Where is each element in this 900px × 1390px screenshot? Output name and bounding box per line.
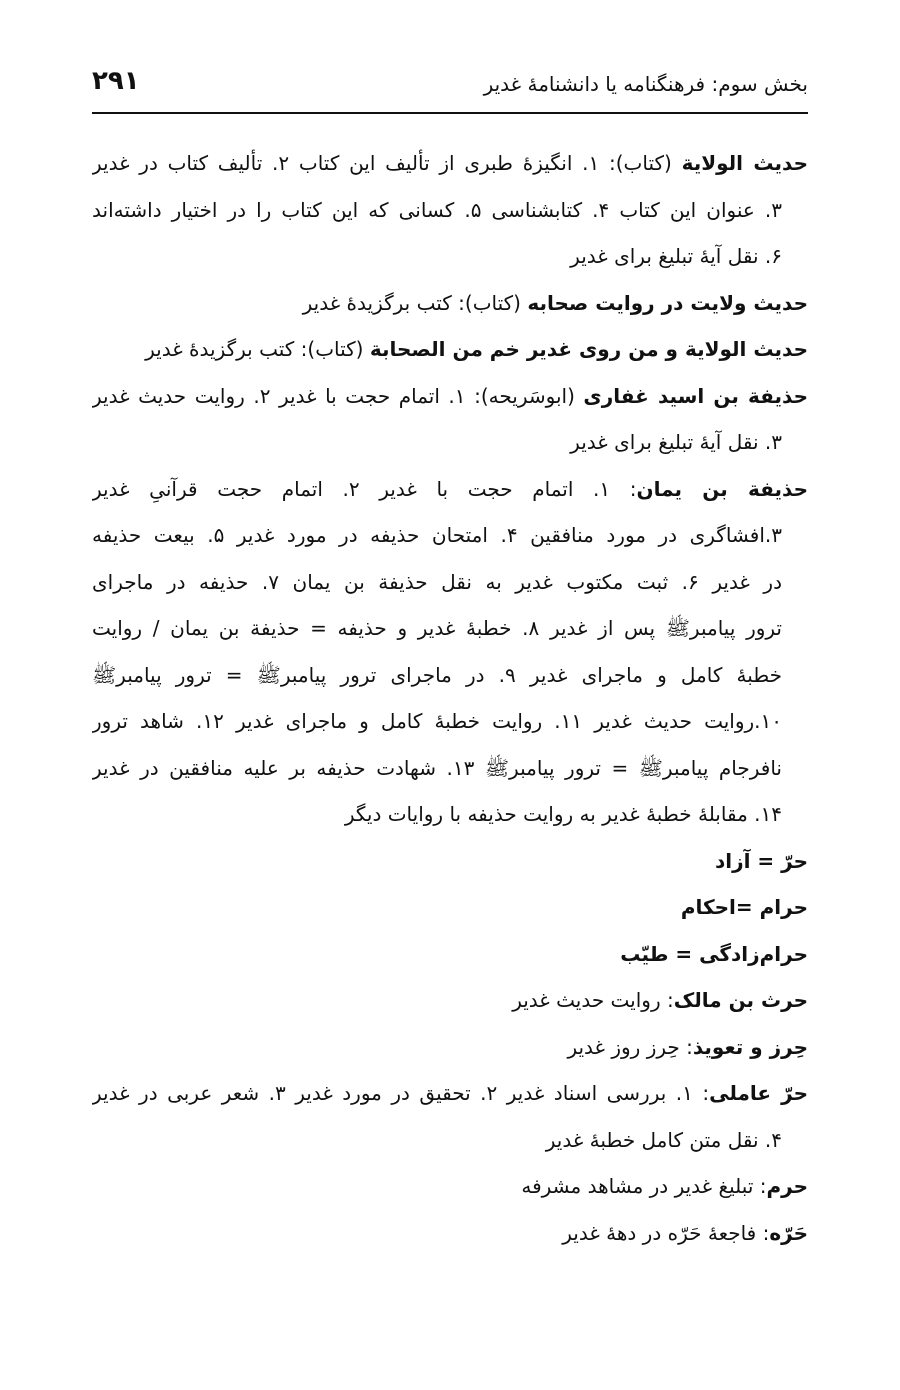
entry-text: ۳. عنوان این کتاب ۴. کتابشناسی ۵. کسانی که این کتاب را در اختیار داشته‌اند (92, 197, 782, 222)
entry-continuation-line (92, 791, 808, 838)
entry-continuation-line (92, 698, 808, 745)
entry-line (92, 1163, 808, 1210)
entry-continuation-line (92, 559, 808, 606)
entry-term: حرّ عاملی (709, 1081, 808, 1105)
entry-line (92, 1024, 808, 1071)
entry-line (92, 1210, 808, 1257)
entry-term: حذیفة بن اسید غفاری (583, 383, 808, 408)
entry-line (92, 838, 808, 885)
entry-line (92, 1070, 808, 1117)
entry-line (92, 326, 808, 373)
entry-text: (ابوسَریحه): ۱. اتمام حجت با غدیر ۲. روایت حدیث غدیر (92, 383, 584, 408)
entry-text: ترور پیامبرﷺ پس از غدیر ۸. خطبهٔ غدیر و حذیفه = حذیفة بن یمان / روایت (92, 616, 782, 640)
entry-line (92, 140, 808, 187)
entry-text: : فاجعهٔ حَرّه در دههٔ غدیر (562, 1220, 770, 1245)
entry-line (92, 466, 808, 513)
entry-line (92, 884, 808, 931)
entry-text: (کتاب): کتب برگزیدهٔ غدیر (145, 337, 370, 361)
entry-term: حرام‌زادگی = طیّب (620, 941, 808, 966)
entry-text: (کتاب): ۱. انگیزهٔ طبری از تألیف این کتاب ۲. تألیف کتاب در غدیر (92, 151, 682, 175)
page-number: ۲۹۱ (92, 66, 140, 96)
entry-continuation-line (92, 512, 808, 559)
entry-term: حدیث الولایة و من روی غدیر خم من الصحابة (369, 337, 808, 361)
entry-term: حرّ = آزاد (714, 848, 808, 873)
entry-term: حدیث الولایة (681, 151, 808, 175)
entry-text: : ۱. اتمام حجت با غدیر ۲. اتمام حجت قرآنیِ غدیر (92, 476, 637, 501)
entry-text: ۳.افشاگری در مورد منافقین ۴. امتحان حذیفه در مورد غدیر ۵. بیعت حذیفه (92, 523, 782, 547)
section-title: بخش سوم: فرهنگنامه یا دانشنامهٔ غدیر (483, 72, 808, 96)
entry-line (92, 977, 808, 1024)
entry-continuation-line (92, 605, 808, 652)
entry-text: ۶. نقل آیهٔ تبلیغ برای غدیر (570, 244, 782, 268)
entry-term: حرام =احکام (680, 895, 808, 919)
entry-continuation-line (92, 652, 808, 699)
entry-term: حِرز و تعویذ (692, 1034, 808, 1059)
entry-text: ۴. نقل متن کامل خطبهٔ غدیر (545, 1127, 782, 1152)
entry-text: نافرجام پیامبرﷺ = ترور پیامبرﷺ ۱۳. شهادت حذیفه بر علیه منافقین در غدیر (92, 755, 782, 780)
entry-text: خطبهٔ کامل و ماجرای غدیر ۹. در ماجرای ترور پیامبرﷺ = ترور پیامبرﷺ (92, 662, 782, 687)
entry-continuation-line (92, 233, 808, 280)
entry-text: (کتاب): کتب برگزیدهٔ غدیر (302, 290, 528, 315)
entry-continuation-line (92, 1117, 808, 1164)
entry-continuation-line (92, 187, 808, 234)
entry-text: : حِرز روز غدیر (567, 1034, 693, 1059)
page-header (92, 64, 808, 114)
entry-text: : ۱. بررسی اسناد غدیر ۲. تحقیق در مورد غدیر ۳. شعر عربی در غدیر (92, 1081, 710, 1105)
entry-line (92, 373, 808, 420)
entry-text: ۳. نقل آیهٔ تبلیغ برای غدیر (570, 430, 782, 454)
entry-text: ۱۴. مقابلهٔ خطبهٔ غدیر به روایت حذیفه با روایات دیگر (344, 802, 782, 826)
entry-text: ۱۰.روایت حدیث غدیر ۱۱. روایت خطبهٔ کامل و ماجرای غدیر ۱۲. شاهد ترور (92, 709, 783, 733)
entry-term: حَرّه (769, 1220, 808, 1245)
entry-term: حذیفة بن یمان (636, 476, 808, 501)
entry-text: : روایت حدیث غدیر (512, 988, 674, 1012)
entry-continuation-line (92, 745, 808, 792)
entry-text: : تبلیغ غدیر در مشاهد مشرفه (521, 1174, 767, 1198)
entry-term: حرم (766, 1174, 808, 1198)
entry-term: حدیث ولایت در روایت صحابه (527, 290, 808, 315)
entry-line (92, 280, 808, 327)
entry-continuation-line (92, 419, 808, 466)
entry-list (92, 140, 808, 1256)
entry-term: حرث بن مالک (673, 988, 808, 1012)
entry-text: در غدیر ۶. ثبت مکتوب غدیر به نقل حذیفة بن یمان ۷. حذیفه در ماجرای (92, 569, 782, 594)
entry-line (92, 931, 808, 978)
